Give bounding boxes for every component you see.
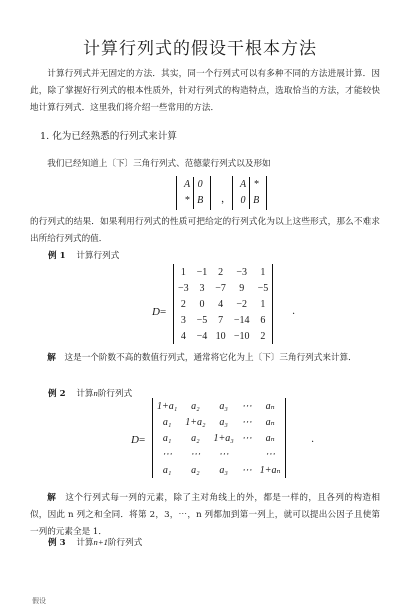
- matrix-entry: 0: [237, 193, 250, 209]
- matrix-entry: B: [197, 195, 204, 206]
- determinant-entry: ⋯: [241, 416, 252, 428]
- determinant-entry: ⋯: [241, 400, 252, 412]
- determinant-entry: a₁: [162, 416, 172, 428]
- example-3-text-a: 计算: [76, 538, 94, 548]
- det1-end: .: [292, 306, 296, 317]
- determinant-entry: 1+aₙ: [259, 464, 281, 476]
- determinant-entry: a₂: [191, 400, 200, 412]
- determinant-entry: −1: [196, 266, 208, 278]
- determinant-entry: 1: [260, 266, 266, 278]
- solution-1-label: 解: [47, 353, 56, 363]
- determinant-entry: a₁: [162, 464, 172, 476]
- block-matrix-upper: [232, 176, 267, 210]
- example-2-var: n: [93, 388, 98, 398]
- determinant-entry: 3: [199, 282, 205, 294]
- example-3-text-b: 阶行列式: [107, 538, 143, 548]
- determinant-entry: a₃: [219, 464, 228, 476]
- section-heading-1: 1. 化为已经熟悉的行列式来计算: [40, 131, 177, 142]
- det2-end: .: [311, 434, 315, 445]
- det1-lhs: D=: [152, 306, 167, 318]
- determinant-entry: 1: [260, 298, 266, 310]
- determinant-entry: −14: [233, 314, 250, 326]
- determinant-entry: 1: [180, 266, 186, 278]
- determinant-entry: ⋯: [218, 448, 229, 460]
- determinant-entry: ⋯: [162, 448, 173, 460]
- solution-1-text: 这是一个阶数不高的数值行列式，通常将它化为上〔下〕三角行列式来计算．: [64, 353, 357, 363]
- determinant-entry: 4: [218, 298, 224, 310]
- solution-1: [30, 350, 380, 367]
- block-separator: ，: [221, 194, 231, 205]
- known-forms-paragraph-cont: 的行列式的结果．如果利用行列式的性质可把给定的行列式化为以上这些形式，那么不难求出所给行列式的值．: [30, 217, 380, 244]
- determinant-entry: −10: [233, 330, 250, 342]
- determinant-row: [153, 414, 285, 430]
- determinant-entry: 1+a₂: [185, 416, 206, 428]
- determinant-row: [174, 280, 272, 296]
- example-3-var: n+1: [93, 537, 108, 547]
- determinant-entry: −3: [178, 282, 189, 294]
- determinant-entry: 0: [199, 298, 205, 310]
- example-1-text: 计算行列式: [76, 251, 120, 261]
- determinant-row: [174, 264, 272, 280]
- determinant-entry: −3: [236, 266, 248, 278]
- determinant-entry: 2: [218, 266, 224, 278]
- determinant-entry: −7: [215, 282, 226, 294]
- determinant-row: [174, 328, 272, 344]
- determinant-entry: −5: [196, 314, 208, 326]
- determinant-entry: 2: [260, 330, 266, 342]
- matrix-entry: 0: [197, 179, 203, 190]
- known-forms-paragraph: 我们已经知道上〔下〕三角行列式、范德蒙行列式以及形如: [47, 159, 271, 169]
- matrix-entry: A: [237, 177, 250, 193]
- determinant-entry: 1+a₃: [213, 432, 234, 444]
- determinant-entry: a₂: [191, 432, 200, 444]
- matrix-entry: *: [253, 179, 259, 190]
- determinant-entry: 9: [239, 282, 245, 294]
- determinant-entry: 2: [180, 298, 186, 310]
- footer-mark: 假设: [32, 597, 46, 605]
- determinant-entry: −4: [196, 330, 208, 342]
- example-2-text-a: 计算: [76, 389, 94, 399]
- determinant-entry: a₂: [191, 464, 200, 476]
- solution-2-label: 解: [47, 493, 57, 503]
- determinant-entry: 4: [180, 330, 186, 342]
- determinant-entry: aₙ: [265, 416, 275, 428]
- determinant-entry: 7: [218, 314, 224, 326]
- determinant-entry: ⋯: [241, 464, 252, 476]
- determinant-entry: [238, 446, 256, 462]
- determinant-entry: 10: [215, 330, 226, 342]
- determinant-entry: ⋯: [241, 432, 252, 444]
- determinant-entry: 1+a₁: [157, 400, 178, 412]
- determinant-row: [174, 312, 272, 328]
- determinant-entry: aₙ: [265, 432, 275, 444]
- solution-2-text: 这个行列式每一列的元素，除了主对角线上的外，都是一样的，且各列的构造相似，因此 n 列之和全同．将第 2，3，⋯，n 列都加到第一列上，就可以提出公因子且使第一列的元素全是 1．: [30, 493, 380, 537]
- determinant-entry: ⋯: [265, 448, 276, 460]
- matrix-entry: *: [181, 193, 194, 209]
- determinant-entry: a₃: [219, 400, 228, 412]
- determinant-row: [153, 430, 285, 446]
- determinant-entry: a₁: [162, 432, 172, 444]
- determinant-row: [153, 462, 285, 478]
- determinant-entry: 3: [180, 314, 186, 326]
- determinant-entry: −5: [257, 282, 269, 294]
- determinant-1: [173, 264, 273, 344]
- determinant-entry: ⋯: [190, 448, 201, 460]
- determinant-2: [152, 398, 286, 478]
- determinant-entry: 6: [260, 314, 266, 326]
- intro-paragraph: 计算行列式并无固定的方法．其实，同一个行列式可以有多种不同的方法进展计算．因此，除了掌握好行列式的根本性质外，针对行列式的构造特点，选取恰当的方法，才能较快地计算行列式．这里我们将介绍一些常用的方法．: [30, 69, 380, 113]
- matrix-entry: A: [181, 177, 194, 193]
- determinant-row: [153, 398, 285, 414]
- det2-lhs: D=: [131, 434, 146, 446]
- example-3-label: 例 3: [48, 538, 66, 548]
- example-2-label: 例 2: [48, 389, 66, 399]
- determinant-row: [153, 446, 285, 462]
- example-1-label: 例 1: [48, 251, 66, 261]
- block-matrix-lower: [176, 176, 211, 210]
- page-title: 计算行列式的假设干根本方法: [83, 39, 317, 59]
- determinant-row: [174, 296, 272, 312]
- example-1: [48, 248, 398, 265]
- matrix-entry: B: [253, 195, 260, 206]
- determinant-entry: −2: [236, 298, 248, 310]
- determinant-entry: aₙ: [265, 400, 275, 412]
- example-2-text-b: 阶行列式: [97, 389, 133, 399]
- determinant-entry: a₃: [219, 416, 228, 428]
- example-3: [48, 534, 398, 552]
